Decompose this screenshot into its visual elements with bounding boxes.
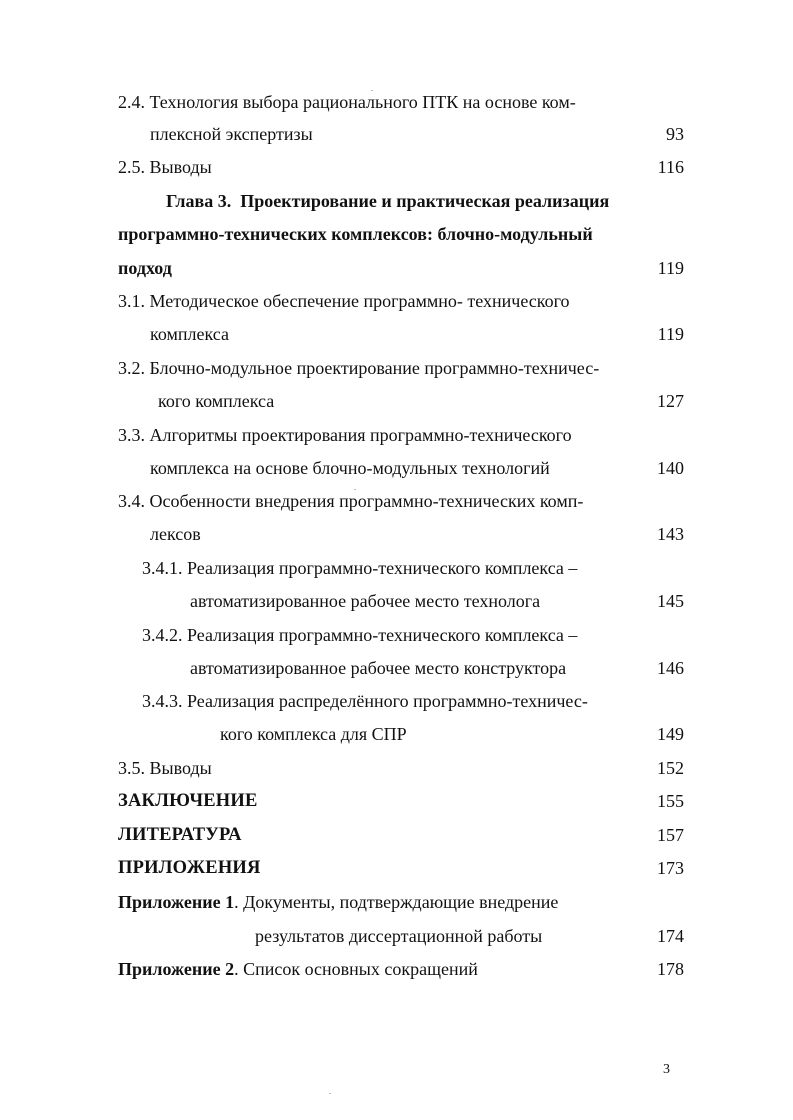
toc-entry-3-4-line1: 3.4. Особенности внедрения программно-технических комп- bbox=[118, 491, 584, 511]
toc-appendix-1-line2: результатов диссертационной работы bbox=[255, 926, 543, 946]
toc-entry-3-3-line1: 3.3. Алгоритмы проектирования программно-технического bbox=[118, 425, 572, 445]
toc-appendices-page: 173 bbox=[657, 858, 684, 878]
toc-chapter-3-line3: подход bbox=[118, 258, 172, 278]
toc-entry-3-4-3-page: 149 bbox=[657, 724, 684, 744]
toc-entry-3-4-1-line1: 3.4.1. Реализация программно-технического комплекса – bbox=[142, 558, 578, 578]
toc-conclusion: ЗАКЛЮЧЕНИЕ bbox=[118, 791, 258, 811]
toc-appendix-2-title: . Список основных сокращений bbox=[234, 959, 478, 979]
toc-entry-3-2-line2: кого комплекса bbox=[158, 391, 275, 411]
toc-appendix-1-line1 bbox=[118, 890, 558, 914]
page-number: 3 bbox=[663, 1062, 670, 1077]
toc-literature-page: 157 bbox=[657, 825, 684, 845]
toc-entry-3-4-3-line2: кого комплекса для СПР bbox=[220, 724, 407, 744]
toc-entry-3-5: 3.5. Выводы bbox=[118, 758, 212, 778]
toc-entry-3-3-line2: комплекса на основе блочно-модульных технологий bbox=[150, 458, 550, 478]
toc-chapter-3-title: Проектирование и практическая реализация bbox=[240, 191, 610, 211]
toc-appendix-1-label: Приложение 1 bbox=[118, 892, 235, 912]
toc-appendix-2-label: Приложение 2 bbox=[118, 959, 235, 979]
toc-entry-3-2-line1: 3.2. Блочно-модульное проектирование программно-техничес- bbox=[118, 358, 600, 378]
toc-appendix-1-page: 174 bbox=[657, 926, 684, 946]
toc-entry-2-4-page: 93 bbox=[666, 124, 684, 144]
scan-speck bbox=[354, 489, 356, 490]
toc-entry-3-1-line2: комплекса bbox=[150, 324, 229, 344]
scan-speck bbox=[329, 1093, 331, 1094]
toc-entry-3-4-2-line2: автоматизированное рабочее место конструктора bbox=[190, 658, 567, 678]
toc-appendix-2-page: 178 bbox=[657, 959, 684, 979]
toc-entry-3-4-1-page: 145 bbox=[657, 591, 684, 611]
toc-appendices: ПРИЛОЖЕНИЯ bbox=[118, 858, 261, 878]
toc-entry-2-5-page: 116 bbox=[657, 157, 684, 177]
toc-literature: ЛИТЕРАТУРА bbox=[118, 825, 242, 845]
toc-entry-2-5: 2.5. Выводы bbox=[118, 157, 212, 177]
toc-chapter-3-line2: программно-технических комплексов: блочно-модульный bbox=[118, 224, 593, 244]
toc-chapter-3-page: 119 bbox=[657, 258, 684, 278]
scan-speck bbox=[371, 90, 373, 91]
toc-chapter-3-line1 bbox=[166, 189, 609, 213]
toc-appendix-1-title: . Документы, подтверждающие внедрение bbox=[234, 892, 559, 912]
toc-conclusion-page: 155 bbox=[657, 791, 684, 811]
toc-entry-3-1-line1: 3.1. Методическое обеспечение программно- технического bbox=[118, 291, 570, 311]
toc-entry-3-4-2-line1: 3.4.2. Реализация программно-технического комплекса – bbox=[142, 625, 578, 645]
toc-chapter-3-label: Глава 3. bbox=[166, 191, 232, 211]
toc-entry-3-2-page: 127 bbox=[657, 391, 684, 411]
toc-entry-3-4-line2: лексов bbox=[150, 524, 201, 544]
toc-entry-2-4-line2: плексной экспертизы bbox=[150, 124, 313, 144]
toc-entry-3-4-1-line2: автоматизированное рабочее место технолога bbox=[190, 591, 541, 611]
toc-entry-3-3-page: 140 bbox=[657, 458, 684, 478]
toc-entry-3-1-page: 119 bbox=[657, 324, 684, 344]
toc-entry-3-4-page: 143 bbox=[657, 524, 684, 544]
toc-entry-3-4-3-line1: 3.4.3. Реализация распределённого программно-техничес- bbox=[142, 691, 588, 711]
toc-appendix-2 bbox=[118, 957, 478, 981]
toc-entry-3-4-2-page: 146 bbox=[657, 658, 684, 678]
toc-entry-3-5-page: 152 bbox=[657, 758, 684, 778]
toc-entry-2-4-line1: 2.4. Технология выбора рационального ПТК на основе ком- bbox=[118, 92, 576, 112]
